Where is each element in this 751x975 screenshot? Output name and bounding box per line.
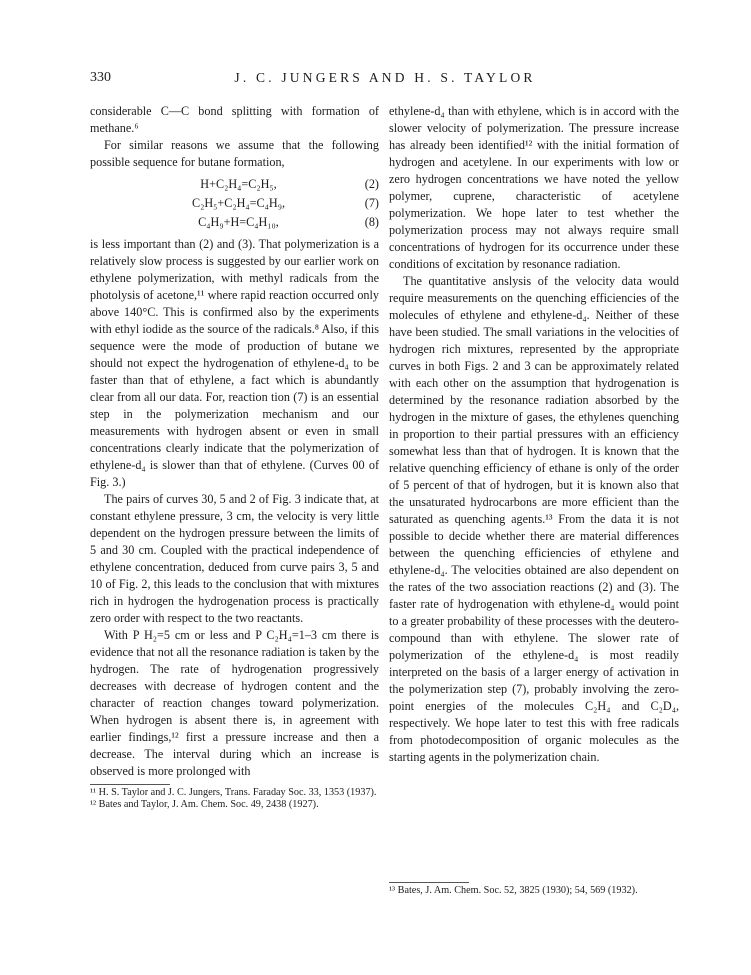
equation [90, 194, 379, 213]
equation-number: (2) [364, 177, 379, 191]
page-header [90, 70, 680, 90]
equation-expression: C₂H₅+C₂H₄=C₄H₉, [191, 196, 286, 210]
footnote: ¹¹ H. S. Taylor and J. C. Jungers, Trans. Faraday Soc. 33, 1353 (1937). [90, 787, 377, 798]
equation-block [90, 175, 379, 232]
equation-number: (7) [364, 196, 379, 210]
paragraph: The quantitative anslysis of the velocity data would require measurements on the quenching efficiencies of the molecules of ethylene and ethylene-d₄. Neither of these have been studied. The small variations in the velocities of hydrogen rich mixtures, represented by the appropriate curves in both Figs. 2 and 3 can be approximately related with each other on the assumption that hydrogenation is determined by the resonance radiation absorbed by the hydrogen in the mixture of gases, the ethylenes quenching in proportion to their partial pressures with an efficiency somewhat less than that of hydrogen. It is known that the relative quenching efficiency of ethane is only of the order of 5 percent of that of hydrogen, but it is known also that the unsaturated hydrocarbons are more efficient than the saturated as quenching agents.¹³ From the data it is not possible to decide whether there are material differences between the quenching efficiencies of ethylene and ethylene-d₄. The velocities obtained are also dependent on the rates of the two association reactions (2) and (3). The faster rate of hydrogenation with ethylene-d₄ would point to a greater probability of these processes with the deutero-compound than with ethylene. The slower rate of polymerization of the ethylene-d₄ is most readily interpreted on the basis of a larger energy of activation in the polymerization step (7), probably involving the zero-point energies of the molecules C₂H₄ and C₂D₄, respectively. We hope later to test this with free radicals from photodecomposition of organic molecules as the starting agents in the polymerization chain. [389, 274, 679, 764]
footnote: ¹³ Bates, J. Am. Chem. Soc. 52, 3825 (1930); 54, 569 (1932). [389, 885, 638, 896]
paragraph: For similar reasons we assume that the following possible sequence for butane formation, [90, 138, 379, 169]
running-head: J. C. JUNGERS AND H. S. TAYLOR [234, 70, 536, 85]
equation [90, 213, 379, 232]
footnote: ¹² Bates and Taylor, J. Am. Chem. Soc. 49, 2438 (1927). [90, 799, 319, 810]
equation-number: (8) [364, 215, 379, 229]
equation-expression: C₄H₉+H=C₄H₁₀, [198, 215, 279, 229]
paragraph: The pairs of curves 30, 5 and 2 of Fig. 3 indicate that, at constant ethylene pressure, 3 cm, the velocity is very little dependent on the hydrogen pressure between the limits of 5 and 30 cm. Coupled with the practical independence of ethylene concentration, deduced from curve pairs 3, 5 and 10 of Fig. 2, this leads to the conclusion that with mixtures rich in hydrogen the hydrogenation process is practically zero order with respect to the two reactants. [90, 492, 379, 625]
paragraph: ethylene-d₄ than with ethylene, which is in accord with the slower velocity of polymerization. The pressure increase has already been identified¹² with the initial formation of hydrogen and acetylene. In our experiments with low or zero hydrogen concentrations we have noted the yellow polymer, cuprene, characteristic of acetylene polymerization. We hope later to test whether the polymerization process may not always require small concentrations of hydrogen for its occurrence under these conditions of excitation by resonance radiation. [389, 104, 679, 271]
left-column [90, 103, 379, 811]
right-column [389, 103, 679, 766]
paragraph: considerable C—C bond splitting with formation of methane.⁶ [90, 104, 379, 135]
paragraph: is less important than (2) and (3). That polymerization is a relatively slow process is suggested by our earlier work on ethylene polymerization, with methyl radicals from the photolysis of acetone,¹¹ where rapid reaction occurred only above 140°C. This is confirmed also by the experiments with ethyl iodide as the source of the radicals.⁸ Also, if this sequence were the mode of production of butane we should not expect the hydrogenation of ethylene-d₄ to be faster than that of ethylene, a fact which is abundantly clear from all our data. For, reaction tion (7) is an essential step in the polymerization mechanism and our measurements with hydrogen absent or even in small concentrations clearly indicate that the polymerization of ethylene-d₄ is slower than that of ethylene. (Curves 00 of Fig. 3.) [90, 237, 379, 489]
right-footnote-area [389, 878, 679, 897]
equation-expression: H+C₂H₄=C₂H₅, [200, 177, 277, 191]
paragraph: With P H₂=5 cm or less and P C₂H₄=1–3 cm there is evidence that not all the resonance radiation is taken by the hydrogen. The rate of hydrogenation progressively decreases with decrease of hydrogen content and the character of reaction changes toward polymerization. When hydrogen is absent there is, in agreement with earlier findings,¹² first a pressure increase and then a decrease. The interval during which an increase is observed is more prolonged with [90, 628, 379, 778]
equation [90, 175, 379, 194]
page-number: 330 [90, 70, 111, 85]
footnote-rule [90, 784, 170, 785]
footnote-rule [389, 882, 469, 883]
